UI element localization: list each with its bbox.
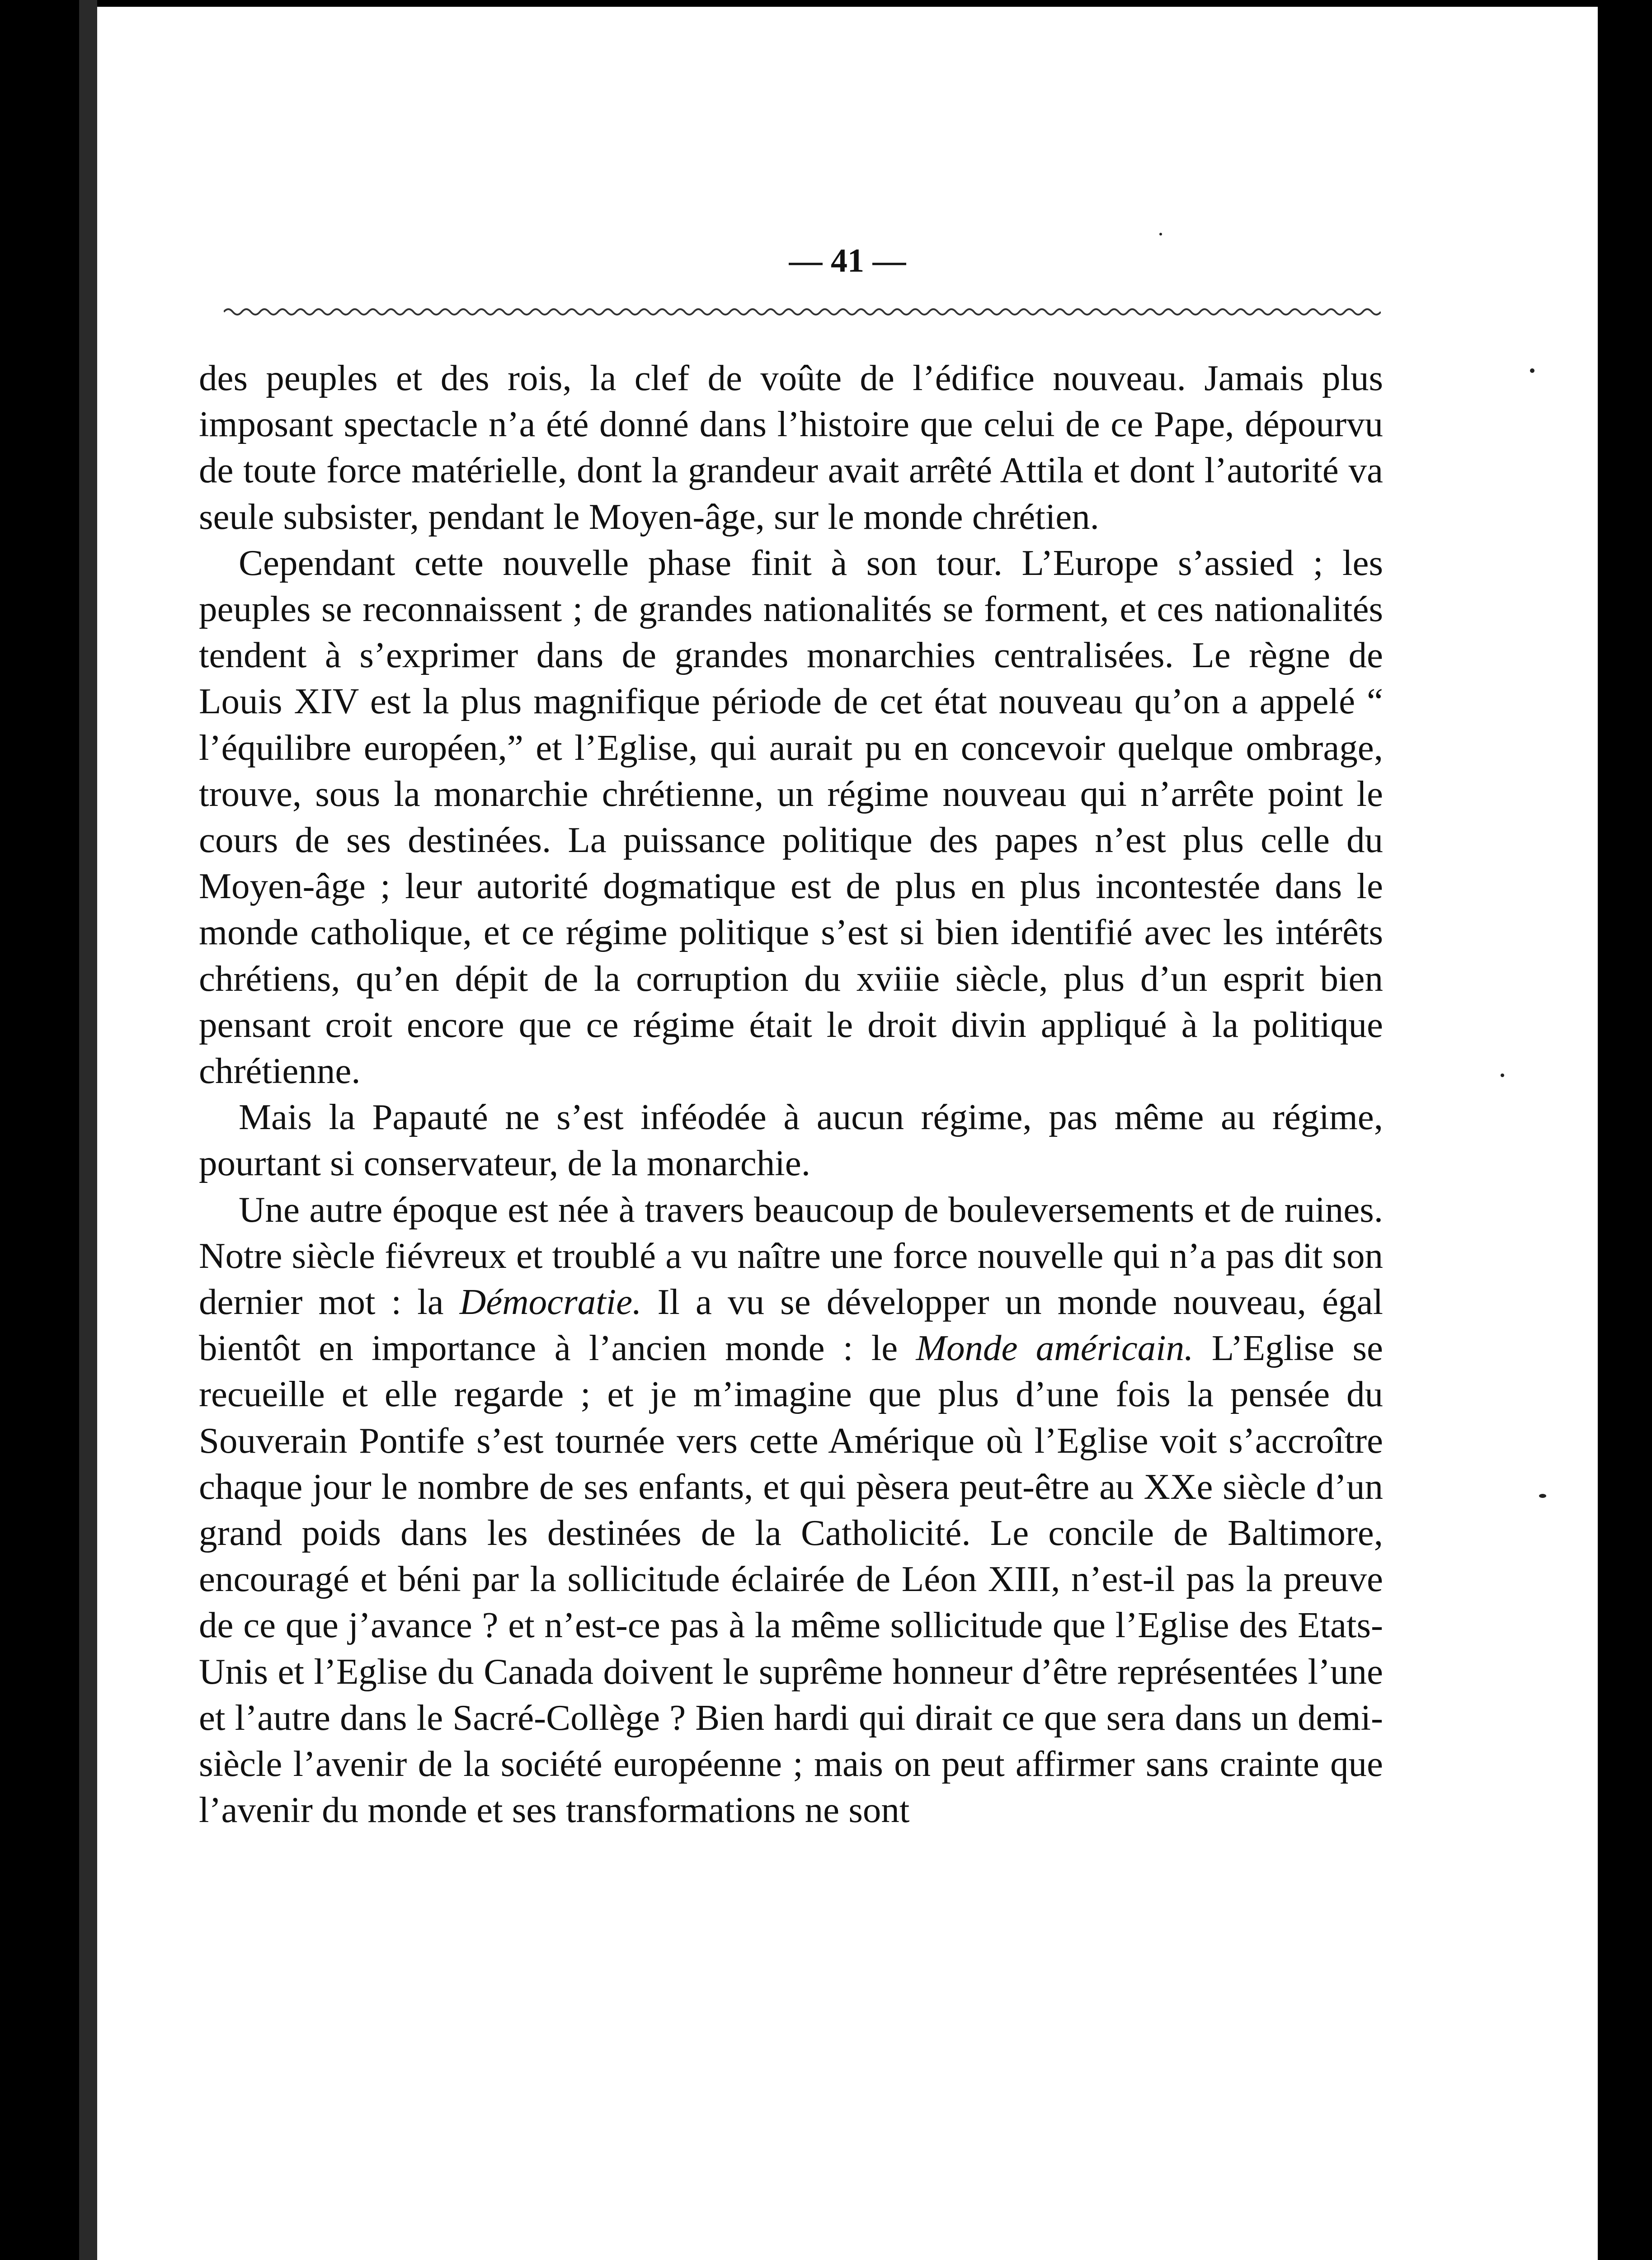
page-number: — 41 — [789,242,906,279]
paragraph-4-text-a: Une autre époque est née à travers beaucoup de bouleversements et de ruines. Notre siècle fiévreux et troublé a vu naître une force nouvelle qui n’a pas dit son dernier mot : la [199,1189,1383,1323]
scan-speck [1539,1494,1546,1498]
header-rule-ornament [224,305,1381,319]
body-text [199,355,1383,1833]
book-page [97,7,1598,2260]
paragraph-3: Mais la Papauté ne s’est inféodée à aucun régime, pas même au régime, pourtant si conservateur, de la monarchie. [199,1097,1383,1184]
scan-speck [1501,1074,1504,1077]
emphasis-monde-americain: Monde américain. [916,1328,1194,1369]
paragraph-1: des peuples et des rois, la clef de voûte de l’édifice nouveau. Jamais plus imposant spectacle n’a été donné dans l’histoire que celui de ce Pape, dépourvu de toute force matérielle, dont la grandeur avait arrêté Attila et dont l’autorité va seule subsister, pendant le Moyen-âge, sur le monde chrétien. [199,358,1383,537]
scan-speck [1159,233,1162,235]
paragraph-4 [199,1186,1383,1833]
scan-border [1598,0,1652,2260]
paragraph-4-text-b: Il a vu se développer un monde nouveau, égal bientôt en importance à l’ancien monde : le [199,1281,1383,1369]
scan-speck [1530,368,1534,373]
binding-edge [79,0,97,2260]
paragraph-2: Cependant cette nouvelle phase finit à son tour. L’Europe s’assied ; les peuples se reconnaissent ; de grandes nationalités se forment, et ces nationalités tendent à s’exprimer dans de grandes monarchies centralisées. Le règne de Louis XIV est la plus magnifique période de cet état nouveau qu’on a appelé “ l’équilibre européen,” et l’Eglise, qui aurait pu en concevoir quelque ombrage, trouve, sous la monarchie chrétienne, un régime nouveau qui n’arrête point le cours de ses destinées. La puissance politique des papes n’est plus celle du Moyen-âge ; leur autorité dogmatique est de plus en plus incontestée dans le monde catholique, et ce régime politique s’est si bien identifié avec les intérêts chrétiens, qu’en dépit de la corruption du xviiie siècle, plus d’un esprit bien pensant croit encore que ce régime était le droit divin appliqué à la politique chrétienne. [199,542,1383,1092]
paragraph-4-text-c: L’Eglise se recueille et elle regarde ; et je m’imagine que plus d’une fois la pensée du Souverain Pontife s’est tournée vers cette Amérique où l’Eglise voit s’accroître chaque jour le nombre de ses enfants, et qui pèsera peut-être au XXe siècle d’un grand poids dans les destinées de la Catholicité. Le concile de Baltimore, encouragé et béni par la sollicitude éclairée de Léon XIII, n’est-il pas la preuve de ce que j’avance ? et n’est-ce pas à la même sollicitude que l’Eglise des Etats-Unis et l’Eglise du Canada doivent le suprême honneur d’être représentées l’une et l’autre dans le Sacré-Collège ? Bien hardi qui dirait ce que sera dans un demi-siècle l’avenir de la société européenne ; mais on peut affirmer sans crainte que l’avenir du monde et ses transformations ne sont [199,1328,1384,1831]
emphasis-democratie: Démocratie. [459,1281,642,1323]
